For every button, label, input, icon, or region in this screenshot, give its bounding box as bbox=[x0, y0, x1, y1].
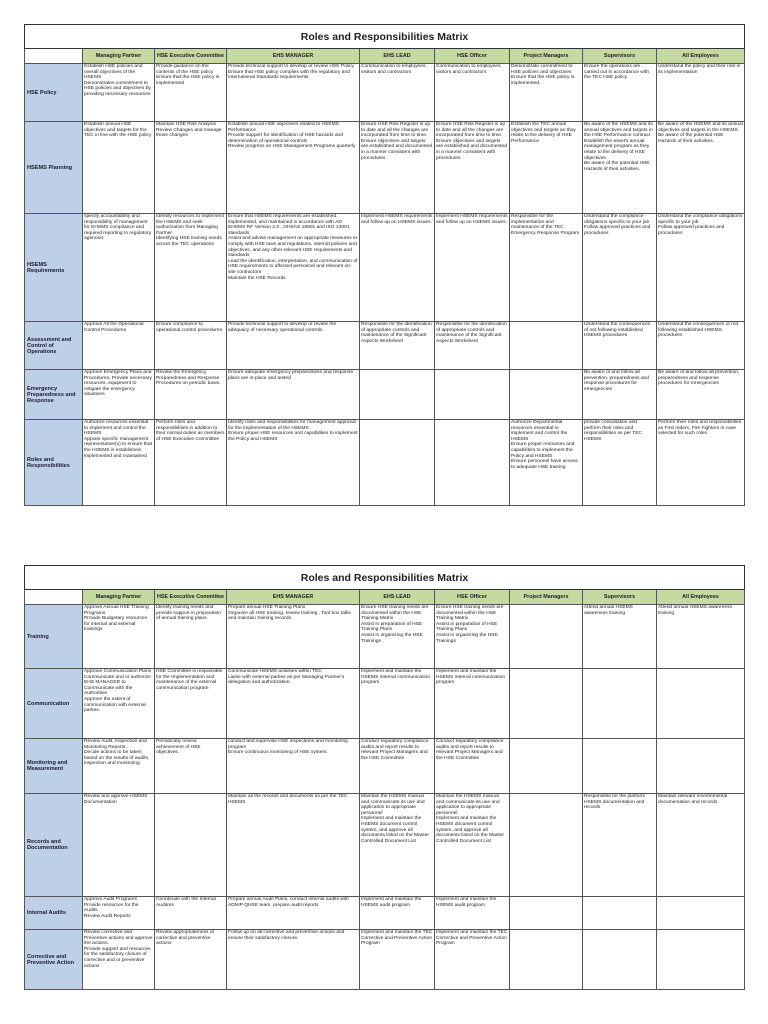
row-category-label: Internal Audits bbox=[25, 897, 83, 930]
column-header: HSE Executive Committee bbox=[155, 49, 227, 64]
responsibility-cell: Review corrective and Preventive actions and approve the actions. Provide support and resources for the satisfactory closure of corrective and or preventive actions bbox=[83, 930, 155, 990]
responsibility-cell bbox=[583, 669, 657, 739]
row-category-label: HSEMS Requirements bbox=[25, 214, 83, 322]
responsibility-cell bbox=[435, 420, 510, 506]
responsibility-cell: Communication to employees, visitors and contractors bbox=[360, 64, 435, 122]
responsibility-cell bbox=[360, 420, 435, 506]
responsibility-cell: Be aware of the HSEMS and its annual objectives and targets in the HSEMS. Be aware of the potential HSE Hazards of their activities. bbox=[657, 122, 745, 214]
responsibility-cell: Identify resources to implement the HSEMS and seek authorization from Managing Partner Identifying HSE training needs across the TEC operations bbox=[155, 214, 227, 322]
responsibility-cell: Ensure HSE training needs are documented within the HSE Training Matrix Assist in preparation of HSE Training Plans Assist in organizing the HSE Trainings bbox=[360, 605, 435, 669]
responsibility-cell: Implement HSEMS requirements and follow up on HSEMS issues. bbox=[435, 214, 510, 322]
responsibility-cell: Responsible for the identification of appropriate controls and maintenance of the Significant Aspects Worksheet bbox=[360, 322, 435, 370]
responsibility-cell: provide consultation and perform their roles and responsibilities as per TEC HSEMS bbox=[583, 420, 657, 506]
responsibility-cell: Ensure HSE Risk Register is up to date and all the changes are incorporated from time to time. Ensure objectives and targets are established and documented in a manner consistent with procedures bbox=[360, 122, 435, 214]
responsibility-cell bbox=[657, 930, 745, 990]
responsibility-cell: Prepare annual HSE Training Plans Organize all HSE training, review training , Tool box talks and maintain training records bbox=[227, 605, 360, 669]
responsibility-cell bbox=[155, 794, 227, 897]
responsibility-cell: Approve Annual HSE Training Programs Provide Budgetary resources for internal and external trainings bbox=[83, 605, 155, 669]
row-category-label: Training bbox=[25, 605, 83, 669]
column-header: Supervisors bbox=[583, 590, 657, 605]
responsibility-cell: Maintain the HSEMS manual and communicate its use and application to appropriate personnel Implement and maintain the HSEMS document control system, and approve all documents listed on the Master Controlled Document List bbox=[360, 794, 435, 897]
matrix-title: Roles and Responsibilities Matrix bbox=[25, 25, 745, 49]
column-header: All Employees bbox=[657, 590, 745, 605]
column-header: EHS MANAGER bbox=[227, 49, 360, 64]
responsibility-cell bbox=[657, 669, 745, 739]
responsibility-cell: Periodically review achievement of HSE objectives. bbox=[155, 739, 227, 794]
responsibility-cell: Ensure that HSEMS requirements are established, implemented, and maintained in accordance with AD EHSMS RF Version 2.0 , OHSAS 18001 and ISO 14001 standards Assist and advise management on appropriate measures to comply with HSE laws and regulations, internal policies and objectives, and any other relevant HSE requirements and standards Lead the identification, interpretation, and communication of HSE requirements to affected personnel and relevant on-site contractors Maintain the HSE Records bbox=[227, 214, 360, 322]
responsibility-cell: Review appropriateness of corrective and preventive actions bbox=[155, 930, 227, 990]
column-header: HSE Executive Committee bbox=[155, 590, 227, 605]
responsibility-cell: Maintain relevant environmental documentation and records bbox=[657, 794, 745, 897]
responsibility-cell: Establish HSE policies and overall objectives of the HSEMS Demonstrates commitment to HSE policies and objectives by providing necessary resources bbox=[83, 64, 155, 122]
responsibility-cell: Maintain all the records and documents as per the TEC HSEMS bbox=[227, 794, 360, 897]
responsibility-cell bbox=[435, 370, 510, 420]
responsibility-cell: Implement and maintain the TEC Corrective and Preventive Action Program bbox=[360, 930, 435, 990]
responsibility-cell: Perform roles and responsibilities in addition to their normal duties as members of HSE Executive Committee bbox=[155, 420, 227, 506]
responsibility-cell: Prepare annual Audit Plans, conduct internal audits with ADNIP QHSE team, prepare audit reports bbox=[227, 897, 360, 930]
header-corner-cell bbox=[25, 49, 83, 64]
responsibility-cell: Review and approve HSEMS Documentation bbox=[83, 794, 155, 897]
column-header: Project Managers bbox=[510, 49, 583, 64]
responsibility-cell bbox=[583, 897, 657, 930]
responsibility-cell: HSE Committee is responsible for the Implementation and maintenance of the external communication program bbox=[155, 669, 227, 739]
column-header: Managing Partner bbox=[83, 590, 155, 605]
responsibility-cell bbox=[360, 370, 435, 420]
responsibility-cell: Communicate HSEMS activities within TEC Liaise with external parties as per Managing Partner's delegation and authorization. bbox=[227, 669, 360, 739]
matrix-row bbox=[25, 322, 745, 370]
responsibility-cell: Approve All the Operational Control Procedures bbox=[83, 322, 155, 370]
row-category-label: Monitoring and Measurement bbox=[25, 739, 83, 794]
row-category-label: HSE Policy bbox=[25, 64, 83, 122]
responsibility-cell bbox=[510, 897, 583, 930]
responsibility-cell bbox=[583, 930, 657, 990]
matrix-page-2 bbox=[24, 565, 744, 990]
row-category-label: Records and Documentation bbox=[25, 794, 83, 897]
column-header: Managing Partner bbox=[83, 49, 155, 64]
matrix-row bbox=[25, 214, 745, 322]
column-header: All Employees bbox=[657, 49, 745, 64]
responsibility-cell: Coordinate with the Internal Auditors bbox=[155, 897, 227, 930]
responsibility-cell: Responsible for the platform HSEMS documentation and records bbox=[583, 794, 657, 897]
responsibility-cell: Review the Emergency Preparedness and Response Procedures on periodic basis. bbox=[155, 370, 227, 420]
row-category-label: Communication bbox=[25, 669, 83, 739]
responsibility-cell bbox=[657, 739, 745, 794]
responsibility-cell bbox=[510, 739, 583, 794]
row-category-label: Emergency Preparedness and Response bbox=[25, 370, 83, 420]
row-category-label: Roles and Responsibilities bbox=[25, 420, 83, 506]
column-header: HSE Officer bbox=[435, 590, 510, 605]
row-category-label: Corrective and Preventive Action bbox=[25, 930, 83, 990]
responsibility-cell: Attend annual HSEMS awareness training bbox=[657, 605, 745, 669]
responsibility-cell: Authorize Departmental resources essential to implement and control the HSEMS Ensure proper resources and capabilities to implement the Policy and HSEMS Ensure personnel have access to adequate HSE training bbox=[510, 420, 583, 506]
responsibility-cell: Perform their roles and responsibilities as First Aiders, Fire Fighters in case selected for such roles. bbox=[657, 420, 745, 506]
responsibility-cell: Approve Communication Plans Communicate and or authorize EHS MANAGER to Communicate with the Authorities Approve the extent of communication with external parties. bbox=[83, 669, 155, 739]
matrix-page-1 bbox=[24, 24, 744, 506]
responsibility-cell: specify accountability and responsibility of management for EHSMS compliance and required reporting to regulatory agencies bbox=[83, 214, 155, 322]
responsibility-cell: Understand the consequences of not following established HSEMS procedures bbox=[657, 322, 745, 370]
row-category-label: Assessment and Control of Operations bbox=[25, 322, 83, 370]
responsibility-matrix-table bbox=[24, 565, 745, 990]
responsibility-cell: Communication to employees, visitors and contractors bbox=[435, 64, 510, 122]
responsibility-cell: conduct and supervise HSE inspections and monitoring program Ensure continuous monitoring of HSE system. bbox=[227, 739, 360, 794]
responsibility-cell: Implement and maintain the HSEMS audit program bbox=[435, 897, 510, 930]
responsibility-cell: Attend annual HSEMS awareness training bbox=[583, 605, 657, 669]
responsibility-cell: Ensure compliance to operational control procedures bbox=[155, 322, 227, 370]
matrix-row bbox=[25, 420, 745, 506]
responsibility-cell: Understand the compliance obligations specific to your job Follow approved practices and procedures bbox=[657, 214, 745, 322]
responsibility-cell: Implement and maintain the TEC Corrective and Preventive Action Program bbox=[435, 930, 510, 990]
matrix-row bbox=[25, 897, 745, 930]
responsibility-cell bbox=[583, 739, 657, 794]
responsibility-cell: Implement HSEMS requirements and follow up on HSEMS issues. bbox=[360, 214, 435, 322]
matrix-title: Roles and Responsibilities Matrix bbox=[25, 566, 745, 590]
column-header: EHS MANAGER bbox=[227, 590, 360, 605]
responsibility-cell: Be aware of and follow all prevention, preparedness and response procedures for emergencies bbox=[657, 370, 745, 420]
responsibility-cell: Ensure adequate emergency preparedness and response plans are in-place and tested bbox=[227, 370, 360, 420]
responsibility-cell: Implement and maintain the HSEMS internal communication program bbox=[435, 669, 510, 739]
matrix-row bbox=[25, 930, 745, 990]
matrix-row bbox=[25, 669, 745, 739]
responsibility-cell: Implement and maintain the HSEMS internal communication program bbox=[360, 669, 435, 739]
matrix-row bbox=[25, 122, 745, 214]
header-corner-cell bbox=[25, 590, 83, 605]
matrix-row bbox=[25, 370, 745, 420]
responsibility-cell: Provide guidance on the contents of the HSE policy Ensure that the HSE policy is implemented bbox=[155, 64, 227, 122]
responsibility-cell: Approve Emergency Plans and Procedures, Provide necessary resources, equipment to mitigate the emergency situations bbox=[83, 370, 155, 420]
matrix-row bbox=[25, 794, 745, 897]
matrix-row bbox=[25, 605, 745, 669]
responsibility-cell: Be aware of and follow all prevention, preparedness and response procedures for emergencies bbox=[583, 370, 657, 420]
responsibility-cell: Establish annual HSE objectives and targets for the TEC in line with the HSE policy bbox=[83, 122, 155, 214]
row-category-label: HSEMS Planning bbox=[25, 122, 83, 214]
responsibility-cell: Be aware of the HSEMS and its annual objectives and targets in the HSE Performance contract Establish the asset's annual management program as they relate to the delivery of HSE objectives. Be aware of the potential HSE Hazards of their activities. bbox=[583, 122, 657, 214]
responsibility-cell: Implement and maintain the HSEMS audit program bbox=[360, 897, 435, 930]
responsibility-cell: Provide technical support to develop or review HSE Policy Ensure that HSE policy complies with the regulatory and International Standards requirements bbox=[227, 64, 360, 122]
responsibility-cell: Authorize resources essential to implement and control the HSEMS Appoint specific management representative(s) to ensure that the HSEMS is established, implemented and maintained bbox=[83, 420, 155, 506]
responsibility-cell bbox=[657, 897, 745, 930]
matrix-row bbox=[25, 64, 745, 122]
column-header: EHS LEAD bbox=[360, 590, 435, 605]
responsibility-cell: Ensure HSE Risk Register is up to date and all the changes are incorporated from time to time. Ensure objectives and targets are established and documented in a manner consistent with procedures bbox=[435, 122, 510, 214]
responsibility-cell: Identify training needs and provide support in preparation of annual training plans. bbox=[155, 605, 227, 669]
responsibility-cell: Responsible for the identification of appropriate controls and maintenance of the Significant Aspects Worksheet bbox=[435, 322, 510, 370]
column-header: HSE Officer bbox=[435, 49, 510, 64]
responsibility-cell: Understand the compliance obligations specific to your job Follow approved practices and procedures bbox=[583, 214, 657, 322]
responsibility-cell: Understand the policy and their role in its implementation bbox=[657, 64, 745, 122]
responsibility-cell bbox=[510, 370, 583, 420]
responsibility-cell: Conduct regulatory compliance audits and report results to relevant Project Managers and the HSE Committee bbox=[360, 739, 435, 794]
responsibility-cell: Follow up on all corrective and preventive actions and ensure their satisfactory closure. bbox=[227, 930, 360, 990]
responsibility-cell bbox=[510, 322, 583, 370]
responsibility-matrix-table bbox=[24, 24, 745, 506]
responsibility-cell: Maintain the HSEMS manual and communicate its use and application to appropriate personnel Implement and maintain the HSEMS document control system, and approve all documents listed on the Master Controlled Document List bbox=[435, 794, 510, 897]
column-header: Supervisors bbox=[583, 49, 657, 64]
matrix-row bbox=[25, 739, 745, 794]
responsibility-cell: Conduct regulatory compliance audits and report results to relevant Project Managers and the HSE Committee bbox=[435, 739, 510, 794]
column-header: EHS LEAD bbox=[360, 49, 435, 64]
responsibility-cell: Approve Audit Programs Provide resources for the Audits Review Audit Reports bbox=[83, 897, 155, 930]
responsibility-cell: Understand the consequences of not following established HSEMS procedures bbox=[583, 322, 657, 370]
responsibility-cell bbox=[510, 794, 583, 897]
responsibility-cell bbox=[510, 605, 583, 669]
responsibility-cell: Establish annual HSE objectives related to HSEMS Performance Provide support for identification of HSE hazards and determination of operational controls Review progress on HSE Management Programs quarterly bbox=[227, 122, 360, 214]
responsibility-cell: Establish the TEC annual objectives and targets as they relate to the delivery of HSE Performance bbox=[510, 122, 583, 214]
responsibility-cell: Ensure the operations are carried out in accordance with the TEC HSE policy bbox=[583, 64, 657, 122]
responsibility-cell: Provide technical support to develop or review the adequacy of necessary operational controls bbox=[227, 322, 360, 370]
column-header: Project Managers bbox=[510, 590, 583, 605]
responsibility-cell bbox=[510, 669, 583, 739]
responsibility-cell: Review Audit, Inspection and Monitoring Reports. Decide actions to be taken based on the results of audits, inspection and monitoring bbox=[83, 739, 155, 794]
responsibility-cell: Identify roles and responsibilities for management approval for the implementation of the HSEMS Ensure proper HSE resources and capabilities to implement the Policy and HSEMS bbox=[227, 420, 360, 506]
responsibility-cell bbox=[510, 930, 583, 990]
responsibility-cell: Demonstrate commitment to HSE policies and objectives Ensure that the HSE policy is implemented. bbox=[510, 64, 583, 122]
responsibility-cell: Responsible for the implementation and maintenance of the TEC Emergency Response Program bbox=[510, 214, 583, 322]
responsibility-cell: Ensure HSE training needs are documented within the HSE Training Matrix Assist in preparation of HSE Training Plans Assist in organizing the HSE Trainings bbox=[435, 605, 510, 669]
responsibility-cell: Maintain HSE Risk Analysis Review Changes and manage those changes bbox=[155, 122, 227, 214]
